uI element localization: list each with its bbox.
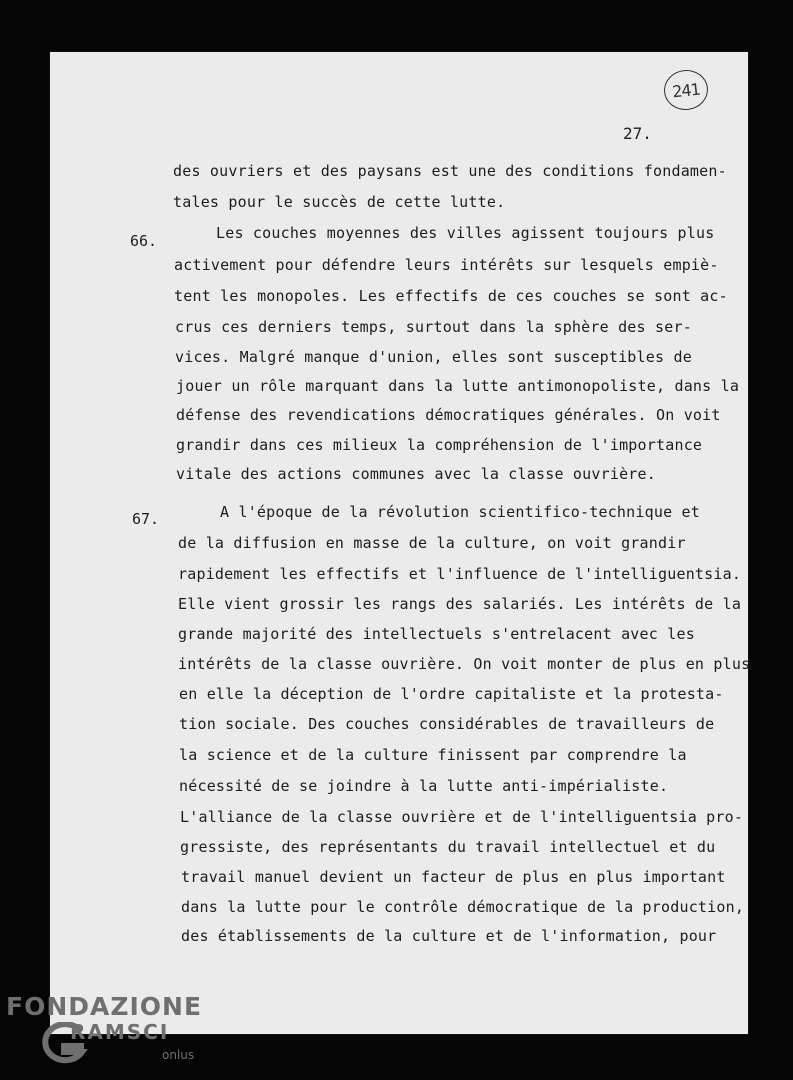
text-line: des établissements de la culture et de l'information, pour [181, 927, 717, 945]
text-line: A l'époque de la révolution scientifico-technique et [220, 503, 700, 521]
text-line: vices. Malgré manque d'union, elles sont susceptibles de [175, 348, 692, 366]
text-line: défense des revendications démocratiques générales. On voit [176, 406, 721, 424]
text-line: crus ces derniers temps, surtout dans la sphère des ser- [175, 318, 692, 336]
document-page [50, 52, 751, 1034]
fondazione-gramsci-logo [6, 992, 206, 1072]
text-line: dans la lutte pour le contrôle démocratique de la production, [181, 898, 745, 916]
page-number: 27. [623, 124, 652, 143]
text-line: de la diffusion en masse de la culture, on voit grandir [178, 534, 686, 552]
text-line: intérêts de la classe ouvrière. On voit monter de plus en plus [178, 655, 751, 673]
text-line: tion sociale. Des couches considérables de travailleurs de [179, 715, 715, 733]
text-line: vitale des actions communes avec la classe ouvrière. [176, 465, 656, 483]
text-line: grandir dans ces milieux la compréhension de l'importance [176, 436, 703, 454]
logo-line-2: RAMSCI [70, 1020, 170, 1044]
text-line: Elle vient grossir les rangs des salariés. Les intérêts de la [178, 595, 742, 613]
text-line: gressiste, des représentants du travail intellectuel et du [180, 838, 716, 856]
archive-stamp: 241 [662, 68, 710, 112]
logo-line-3: onlus [162, 1048, 195, 1062]
text-line: des ouvriers et des paysans est une des conditions fondamen- [173, 162, 727, 180]
logo-line-1: FONDAZIONE [6, 992, 203, 1021]
text-line: Les couches moyennes des villes agissent toujours plus [216, 224, 715, 242]
text-line: travail manuel devient un facteur de plus en plus important [181, 868, 726, 886]
text-line: L'alliance de la classe ouvrière et de l'intelliguentsia pro- [180, 808, 744, 826]
text-line: activement pour défendre leurs intérêts sur lesquels empiè- [174, 256, 719, 274]
paragraph-number-66: 66. [130, 232, 158, 250]
text-line: la science et de la culture finissent par comprendre la [179, 746, 687, 764]
text-line: tent les monopoles. Les effectifs de ces couches se sont ac- [174, 287, 728, 305]
text-line: en elle la déception de l'ordre capitaliste et la protesta- [179, 685, 724, 703]
text-line: rapidement les effectifs et l'influence de l'intelliguentsia. [178, 565, 742, 583]
text-line: nécessité de se joindre à la lutte anti-impérialiste. [179, 777, 669, 795]
text-line: tales pour le succès de cette lutte. [173, 193, 506, 211]
text-line: grande majorité des intellectuels s'entrelacent avec les [178, 625, 695, 643]
paragraph-number-67: 67. [132, 510, 160, 528]
text-line: jouer un rôle marquant dans la lutte antimonopoliste, dans la [176, 377, 740, 395]
